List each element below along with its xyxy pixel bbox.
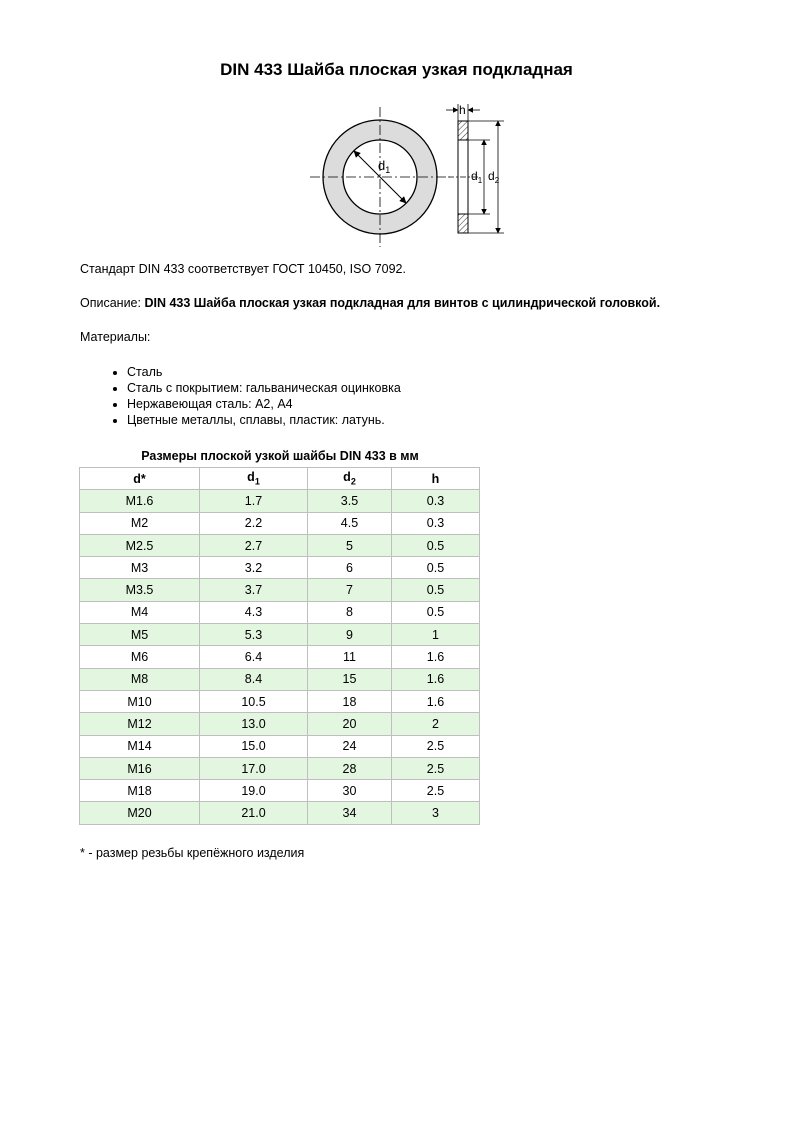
table-cell: 24 [308, 735, 392, 757]
table-caption: Размеры плоской узкой шайбы DIN 433 в мм [141, 449, 419, 463]
description-text: DIN 433 Шайба плоская узкая подкладная для винтов с цилиндрической головкой. [144, 296, 661, 310]
table-cell: 0.3 [392, 512, 480, 534]
table-cell: 18 [308, 690, 392, 712]
header-d2: $d_2$ [308, 468, 392, 490]
table-cell: 1.6 [392, 690, 480, 712]
table-cell: 15 [308, 668, 392, 690]
d1-side-label: d [471, 169, 478, 183]
table-cell: M5 [80, 624, 200, 646]
list-item: • Нержавеющая сталь: А2, А4 [127, 396, 401, 412]
table-row [80, 802, 480, 824]
h-label: h [459, 103, 466, 117]
table-cell: 21.0 [200, 802, 308, 824]
table-cell: M10 [80, 690, 200, 712]
table-cell: 4.5 [308, 512, 392, 534]
table-cell: M2.5 [80, 534, 200, 556]
materials-list [80, 364, 401, 428]
washer-drawing [0, 0, 793, 250]
d2-side-label: d [488, 169, 495, 183]
table-row [80, 512, 480, 534]
table-cell: M2 [80, 512, 200, 534]
table-row [80, 579, 480, 601]
dimensions-table [79, 467, 480, 825]
table-cell: 0.3 [392, 490, 480, 512]
table-cell: M3.5 [80, 579, 200, 601]
table-cell: 19.0 [200, 780, 308, 802]
table-cell: M1.6 [80, 490, 200, 512]
washer-front-view [310, 107, 450, 247]
d1-label: d [378, 158, 386, 173]
table-cell: 17.0 [200, 757, 308, 779]
list-item: • Сталь [127, 364, 401, 380]
table-row [80, 624, 480, 646]
table-header-row [80, 468, 480, 490]
table-row [80, 601, 480, 623]
table-cell: 5.3 [200, 624, 308, 646]
table-cell: 0.5 [392, 601, 480, 623]
table-cell: 3.2 [200, 557, 308, 579]
table-cell: 3 [392, 802, 480, 824]
table-row [80, 534, 480, 556]
table-cell: 2.5 [392, 735, 480, 757]
footnote: * - размер резьбы крепёжного изделия [80, 846, 305, 860]
table-cell: 8 [308, 601, 392, 623]
standard-text: Стандарт DIN 433 соответствует ГОСТ 10450, ISO 7092. [80, 262, 406, 276]
table-cell: 2.2 [200, 512, 308, 534]
description [80, 296, 660, 310]
table-cell: 34 [308, 802, 392, 824]
table-cell: 4.3 [200, 601, 308, 623]
table-cell: M3 [80, 557, 200, 579]
table-cell: 13.0 [200, 713, 308, 735]
table-cell: M16 [80, 757, 200, 779]
table-cell: M14 [80, 735, 200, 757]
table-cell: 1.7 [200, 490, 308, 512]
table-cell: 28 [308, 757, 392, 779]
table-cell: 9 [308, 624, 392, 646]
page-title: DIN 433 Шайба плоская узкая подкладная [220, 60, 573, 79]
table-cell: 1 [392, 624, 480, 646]
table-cell: 6.4 [200, 646, 308, 668]
table-cell: 2.5 [392, 780, 480, 802]
svg-text:d1: $d_1$ [378, 158, 391, 175]
table-cell: 15.0 [200, 735, 308, 757]
table-cell: 7 [308, 579, 392, 601]
table-row [80, 557, 480, 579]
svg-text:d2: $d_2$ [488, 169, 500, 185]
table-cell: 2 [392, 713, 480, 735]
table-cell: 2.5 [392, 757, 480, 779]
table-row [80, 757, 480, 779]
table-cell: 8.4 [200, 668, 308, 690]
header-h: h [392, 468, 480, 490]
materials-label: Материалы: [80, 330, 151, 344]
table-cell: 11 [308, 646, 392, 668]
table-cell: 6 [308, 557, 392, 579]
table-row [80, 690, 480, 712]
table-cell: 5 [308, 534, 392, 556]
list-item: • Цветные металлы, сплавы, пластик: латунь. [127, 412, 401, 428]
table-row [80, 735, 480, 757]
table-cell: M20 [80, 802, 200, 824]
header-d1: $d_1$ [200, 468, 308, 490]
table-cell: 3.5 [308, 490, 392, 512]
table-row [80, 646, 480, 668]
description-label: Описание: [80, 296, 145, 310]
table-cell: 0.5 [392, 579, 480, 601]
table-cell: 10.5 [200, 690, 308, 712]
header-d: d* [80, 468, 200, 490]
svg-text:d1: $d_1$ [471, 169, 483, 185]
table-row [80, 780, 480, 802]
table-cell: 2.7 [200, 534, 308, 556]
table-cell: M18 [80, 780, 200, 802]
table-cell: 20 [308, 713, 392, 735]
table-cell: 3.7 [200, 579, 308, 601]
table-cell: 0.5 [392, 534, 480, 556]
list-item: • Сталь с покрытием: гальваническая оцинковка [127, 380, 401, 396]
table-cell: M8 [80, 668, 200, 690]
table-cell: M12 [80, 713, 200, 735]
table-row [80, 713, 480, 735]
table-cell: M6 [80, 646, 200, 668]
table-cell: 0.5 [392, 557, 480, 579]
table-cell: 1.6 [392, 668, 480, 690]
table-cell: M4 [80, 601, 200, 623]
table-cell: 30 [308, 780, 392, 802]
table-cell: 1.6 [392, 646, 480, 668]
table-row [80, 490, 480, 512]
table-row [80, 668, 480, 690]
